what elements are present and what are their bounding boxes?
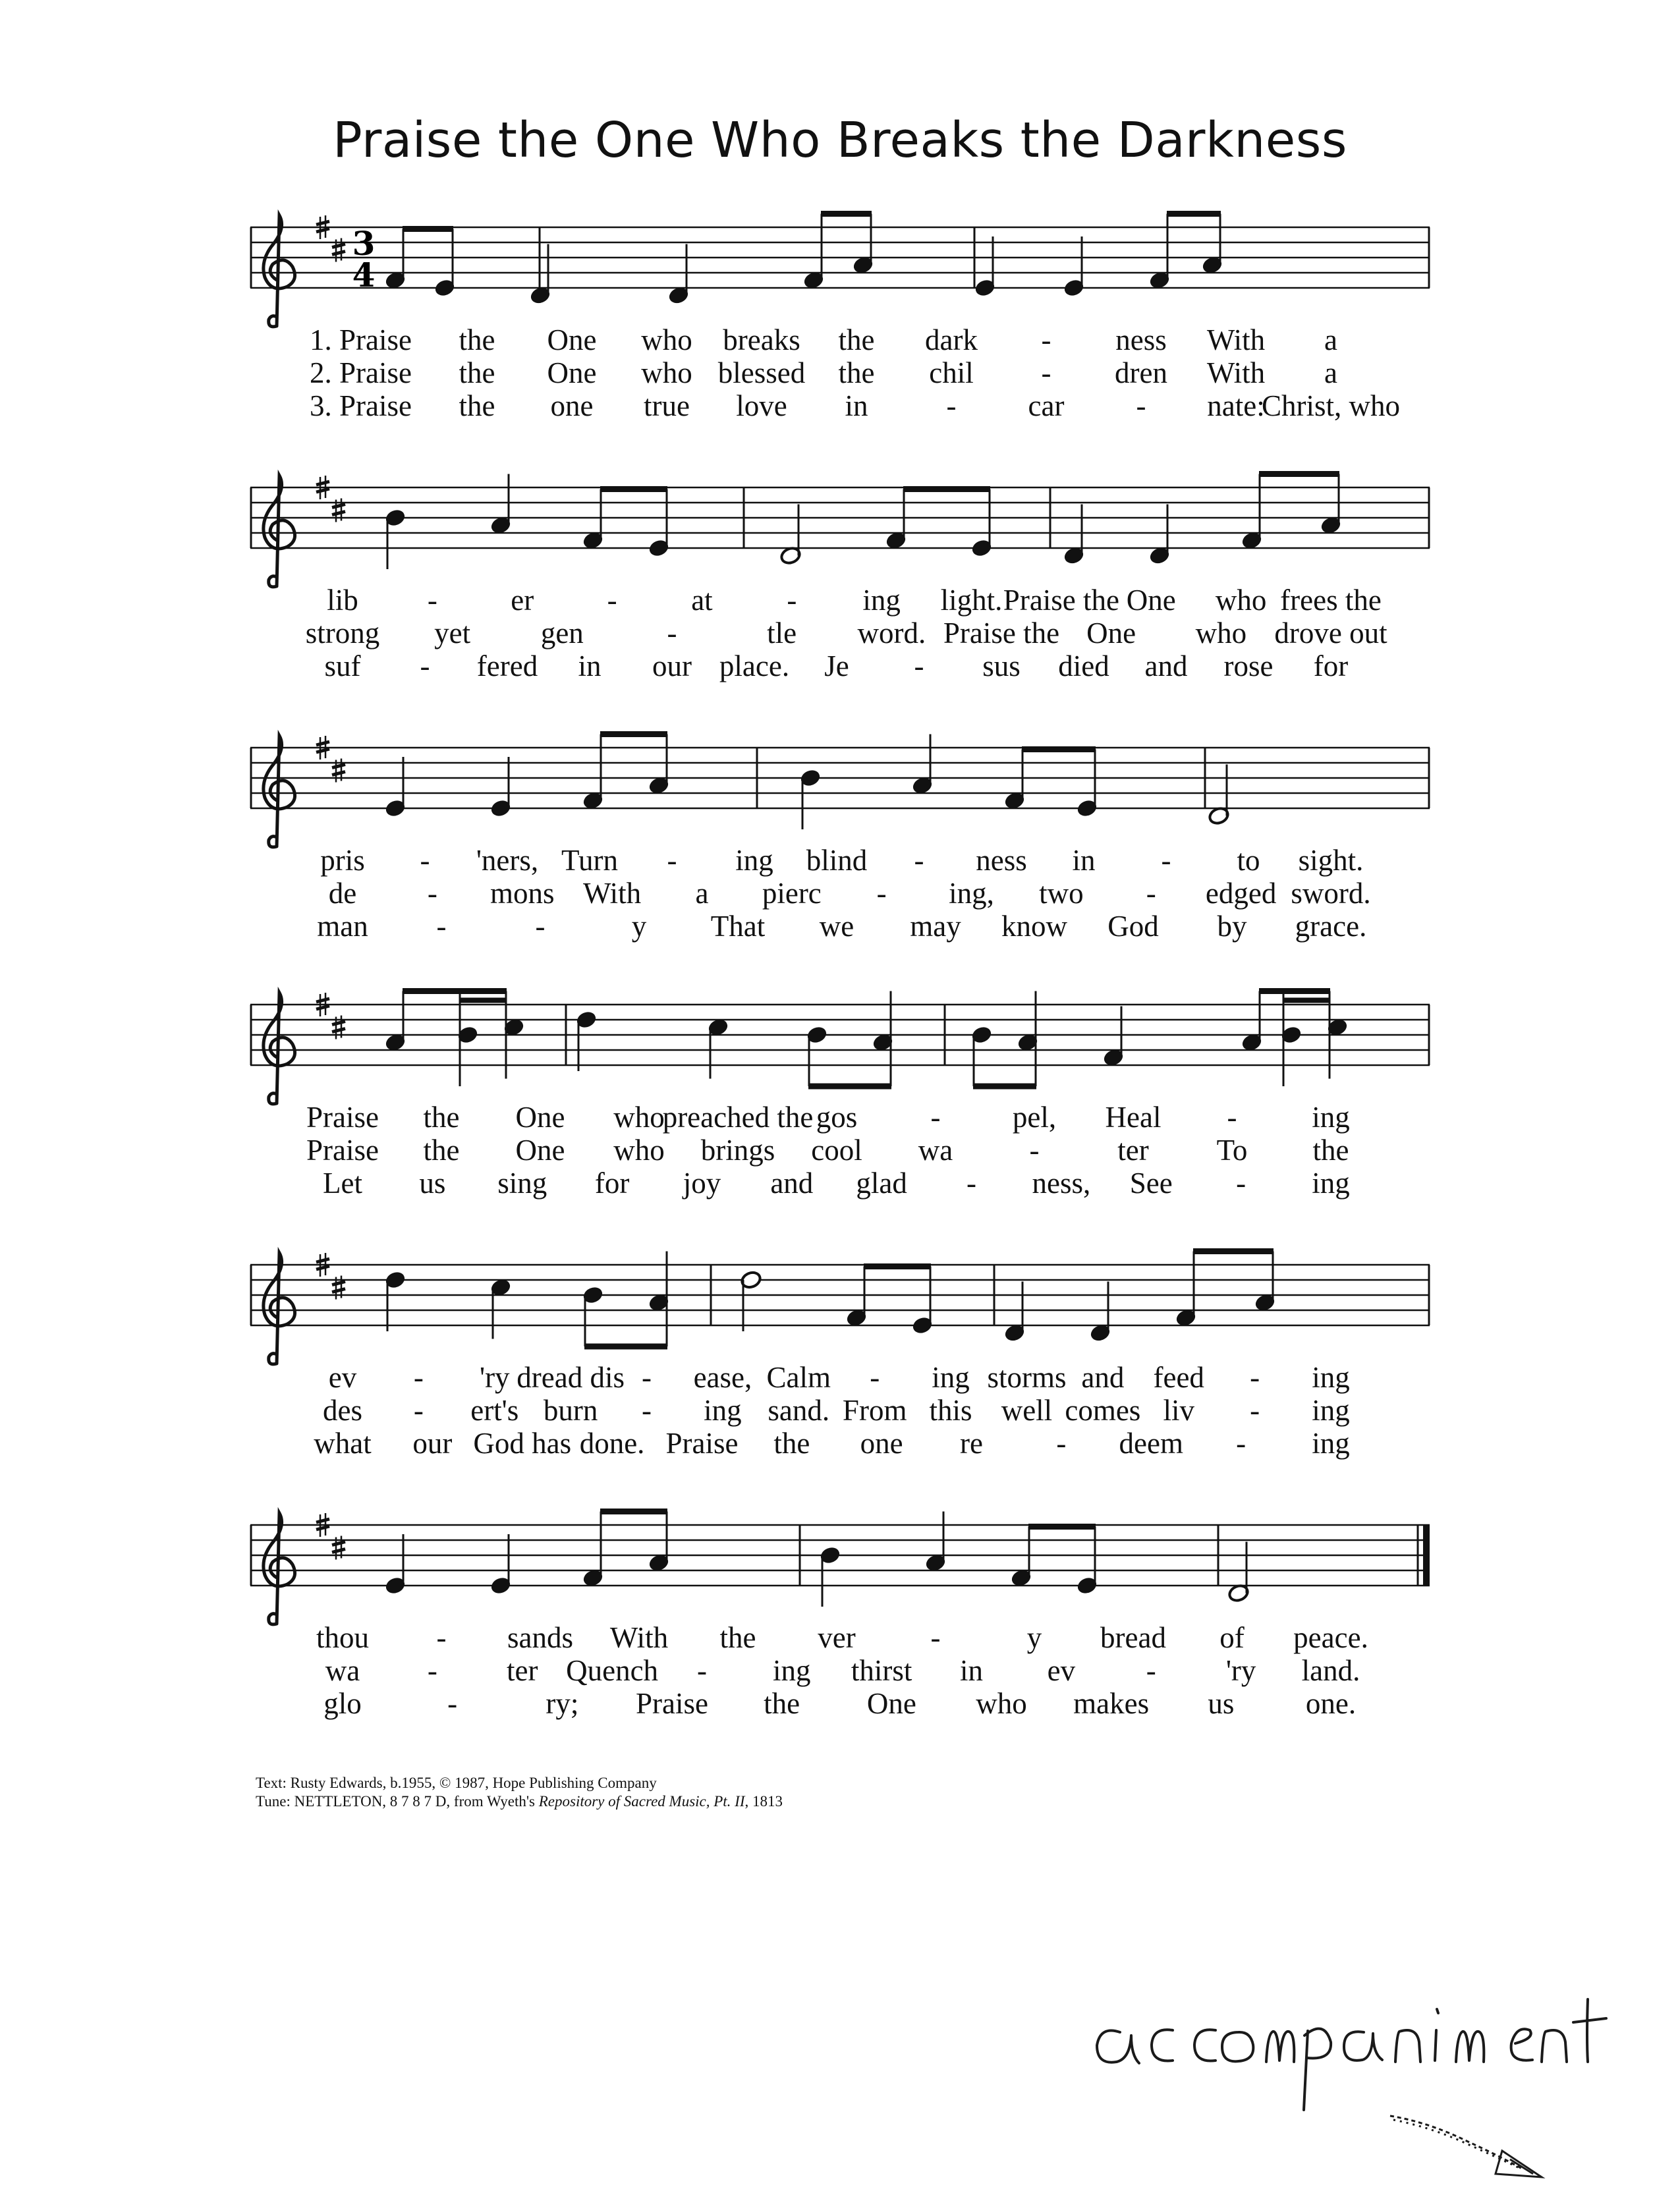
- lyrics-block: [250, 1360, 1430, 1492]
- lyric-syllable: pierc: [762, 877, 822, 910]
- note-f4: [802, 229, 825, 291]
- lyric-syllable: true: [644, 389, 690, 422]
- lyric-syllable: mons: [490, 877, 555, 910]
- lyric-syllable: fered: [476, 650, 538, 682]
- lyric-syllable: may: [910, 910, 961, 943]
- lyric-syllable: -: [413, 1361, 424, 1394]
- lyric-syllable: this: [929, 1394, 972, 1427]
- lyric-syllable: -: [966, 1167, 977, 1200]
- lyric-syllable: a: [695, 877, 709, 910]
- lyric-syllable: -: [420, 650, 430, 682]
- lyric-syllable: breaks: [723, 323, 800, 356]
- note-a4: [1320, 474, 1342, 536]
- lyric-syllable: place.: [719, 650, 790, 682]
- lyric-syllable: who: [641, 356, 692, 389]
- lyric-syllable: ing,: [949, 877, 994, 910]
- lyric-syllable: drove out: [1274, 617, 1387, 650]
- tune-credit-prefix: Tune: NETTLETON, 8 7 8 7 D, from Wyeth's: [256, 1793, 539, 1810]
- note-b4: [582, 1285, 604, 1346]
- lyric-syllable: grace.: [1295, 910, 1367, 943]
- lyrics-block: [250, 323, 1430, 455]
- lyric-syllable: wa: [325, 1654, 360, 1687]
- lyric-syllable: gen: [540, 617, 584, 650]
- note-d4: [1063, 505, 1085, 566]
- lyric-syllable: -: [914, 650, 924, 682]
- lyric-syllable: pel,: [1012, 1101, 1057, 1134]
- lyric-syllable: the: [838, 323, 875, 356]
- lyric-syllable: de: [328, 877, 357, 910]
- lyric-syllable: word.: [857, 617, 926, 650]
- lyric-syllable: sand.: [768, 1394, 830, 1427]
- lyric-syllable: lib: [327, 584, 358, 617]
- lyric-syllable: -: [607, 584, 617, 617]
- note-e4: [911, 1274, 934, 1335]
- note-d4: [1148, 505, 1171, 566]
- lyric-syllable: the: [719, 1621, 756, 1654]
- note-a4: [490, 474, 512, 536]
- lyric-syllable: our: [652, 650, 692, 682]
- lyric-syllable: -: [870, 1361, 880, 1394]
- lyric-syllable: ing: [1312, 1101, 1350, 1134]
- lyric-syllable: -: [696, 1654, 707, 1687]
- lyric-syllable: -: [1029, 1134, 1040, 1167]
- lyric-syllable: One: [515, 1134, 565, 1167]
- treble-clef: [264, 993, 295, 1104]
- lyric-syllable: tle: [767, 617, 797, 650]
- lyric-syllable: -: [413, 1394, 424, 1427]
- note-f4: [384, 229, 406, 291]
- lyrics-block: [250, 1620, 1430, 1752]
- lyric-syllable: the: [838, 356, 875, 389]
- treble-clef: [264, 736, 295, 847]
- note-d5: [740, 1270, 762, 1331]
- note-f4: [1175, 1267, 1197, 1328]
- lyric-syllable: bread: [1100, 1621, 1166, 1654]
- lyric-syllable: who: [613, 1101, 665, 1134]
- lyric-syllable: at: [691, 584, 713, 617]
- lyric-syllable: frees the: [1280, 584, 1382, 617]
- lyric-syllable: and: [1144, 650, 1188, 682]
- lyric-syllable: ver: [818, 1621, 856, 1654]
- lyric-syllable: Turn: [561, 844, 618, 877]
- lyric-syllable: glad: [856, 1167, 907, 1200]
- note-e4: [974, 236, 996, 298]
- lyric-syllable: ing: [1312, 1361, 1350, 1394]
- lyric-syllable: glo: [323, 1687, 362, 1720]
- lyric-syllable: we: [819, 910, 854, 943]
- lyric-syllable: one: [860, 1427, 903, 1460]
- lyric-syllable: Praise the: [943, 617, 1060, 650]
- note-f4: [845, 1267, 868, 1328]
- lyric-syllable: God has: [473, 1427, 572, 1460]
- lyric-syllable: in: [960, 1654, 984, 1687]
- lyric-syllable: -: [1146, 877, 1156, 910]
- lyric-syllable: -: [1146, 1654, 1156, 1687]
- note-e4: [384, 757, 406, 818]
- note-f4: [1010, 1527, 1032, 1588]
- lyric-syllable: With: [1206, 356, 1266, 389]
- note-f4: [1003, 750, 1026, 811]
- lyric-syllable: ing: [862, 584, 901, 617]
- lyric-syllable: -: [1250, 1361, 1260, 1394]
- lyric-syllable: dark: [925, 323, 978, 356]
- lyric-syllable: -: [1136, 389, 1146, 422]
- note-f4: [1241, 489, 1263, 551]
- lyric-syllable: -: [1161, 844, 1171, 877]
- lyric-syllable: sight.: [1298, 844, 1364, 877]
- lyric-syllable: -: [447, 1687, 458, 1720]
- lyric-syllable: sword.: [1291, 877, 1371, 910]
- lyric-syllable: Praise the: [1003, 584, 1120, 617]
- lyric-syllable: One: [1086, 617, 1136, 650]
- lyric-syllable: 2. Praise: [310, 356, 412, 389]
- lyric-syllable: Christ, who: [1261, 389, 1401, 422]
- lyric-syllable: 3. Praise: [310, 389, 412, 422]
- note-d4: [667, 244, 690, 306]
- lyric-syllable: sing: [497, 1167, 547, 1200]
- lyric-syllable: in: [845, 389, 868, 422]
- lyric-syllable: With: [1206, 323, 1266, 356]
- note-d4: [1208, 765, 1230, 826]
- lyric-syllable: suf: [324, 650, 361, 682]
- lyric-syllable: makes: [1073, 1687, 1150, 1720]
- lyric-syllable: -: [642, 1361, 652, 1394]
- lyric-syllable: us: [1208, 1687, 1235, 1720]
- lyric-syllable: re: [960, 1427, 984, 1460]
- lyrics-block: [250, 843, 1430, 975]
- lyric-syllable: the: [773, 1427, 810, 1460]
- lyric-syllable: -: [930, 1621, 941, 1654]
- note-d4: [1003, 1282, 1026, 1343]
- note-d4: [779, 505, 802, 566]
- lyric-syllable: y: [631, 910, 647, 943]
- note-e4: [490, 757, 512, 818]
- note-e4: [970, 497, 993, 558]
- lyric-syllable: 1. Praise: [310, 323, 412, 356]
- time-sig-top: 3: [352, 224, 376, 263]
- lyric-syllable: for: [594, 1167, 630, 1200]
- lyric-syllable: yet: [434, 617, 471, 650]
- lyric-syllable: -: [420, 844, 430, 877]
- lyric-syllable: for: [1313, 650, 1349, 682]
- lyric-syllable: blind: [806, 844, 868, 877]
- lyric-syllable: done.: [579, 1427, 645, 1460]
- lyric-syllable: our: [412, 1427, 453, 1460]
- treble-clef: [264, 476, 295, 587]
- lyric-syllable: what: [314, 1427, 372, 1460]
- lyrics-block: [250, 583, 1430, 715]
- lyric-syllable: land.: [1301, 1654, 1360, 1687]
- lyric-syllable: 'ry: [1225, 1654, 1256, 1687]
- note-f4: [582, 1527, 604, 1588]
- lyric-syllable: ing: [1312, 1394, 1350, 1427]
- lyric-syllable: man: [317, 910, 368, 943]
- time-signature: [352, 224, 376, 294]
- lyric-syllable: us: [419, 1167, 446, 1200]
- lyric-syllable: -: [1041, 356, 1051, 389]
- lyric-syllable: burn: [543, 1394, 598, 1427]
- lyric-syllable: -: [1236, 1427, 1246, 1460]
- note-a4: [384, 991, 406, 1053]
- lyric-syllable: preached the: [662, 1101, 814, 1134]
- lyric-syllable: ness: [1115, 323, 1167, 356]
- lyric-syllable: 'ners,: [476, 844, 539, 877]
- lyric-syllable: -: [1227, 1101, 1237, 1134]
- note-a4: [1241, 991, 1263, 1053]
- lyric-syllable: to: [1237, 844, 1260, 877]
- note-f4: [582, 750, 604, 811]
- lyric-syllable: by: [1217, 910, 1247, 943]
- hymn-title: Praise the One Who Breaks the Darkness: [333, 112, 1347, 169]
- lyric-syllable: -: [1250, 1394, 1260, 1427]
- lyric-syllable: dread dis: [517, 1361, 625, 1394]
- lyric-syllable: er: [511, 584, 534, 617]
- lyric-syllable: rose: [1223, 650, 1274, 682]
- lyric-syllable: Je: [824, 650, 849, 682]
- lyric-syllable: strong: [305, 617, 380, 650]
- lyric-syllable: 'ry: [479, 1361, 510, 1394]
- lyric-syllable: a: [1324, 323, 1337, 356]
- lyric-syllable: edged: [1205, 877, 1277, 910]
- lyric-syllable: thou: [316, 1621, 370, 1654]
- lyric-syllable: See: [1129, 1167, 1173, 1200]
- lyric-syllable: sands: [507, 1621, 573, 1654]
- lyric-syllable: -: [930, 1101, 941, 1134]
- treble-clef: [264, 1253, 295, 1364]
- note-b4: [384, 508, 406, 569]
- lyric-syllable: ing: [773, 1654, 811, 1687]
- lyric-syllable: blessed: [717, 356, 806, 389]
- lyric-syllable: cool: [811, 1134, 862, 1167]
- lyric-syllable: -: [876, 877, 887, 910]
- lyric-syllable: died: [1058, 650, 1109, 682]
- lyric-syllable: -: [642, 1394, 652, 1427]
- note-e4: [648, 497, 670, 558]
- note-e4: [1063, 236, 1085, 298]
- lyric-syllable: Quench: [566, 1654, 659, 1687]
- lyric-syllable: With: [582, 877, 642, 910]
- text-credit: Text: Rusty Edwards, b.1955, © 1987, Hope Publishing Company: [256, 1775, 657, 1791]
- lyric-syllable: -: [1236, 1167, 1246, 1200]
- lyric-syllable: of: [1219, 1621, 1245, 1654]
- lyric-syllable: and: [770, 1167, 814, 1200]
- lyric-syllable: -: [427, 584, 437, 617]
- lyric-syllable: Calm: [766, 1361, 831, 1394]
- note-b4: [970, 1025, 993, 1086]
- lyric-syllable: the: [459, 323, 495, 356]
- lyric-syllable: ing: [735, 844, 773, 877]
- lyric-syllable: ev: [1047, 1654, 1076, 1687]
- lyric-syllable: Let: [323, 1167, 362, 1200]
- lyric-syllable: ter: [506, 1654, 538, 1687]
- lyric-syllable: y: [1026, 1621, 1042, 1654]
- lyric-syllable: Heal: [1105, 1101, 1162, 1134]
- lyric-syllable: the: [764, 1687, 800, 1720]
- lyric-syllable: the: [459, 356, 495, 389]
- lyric-syllable: ness: [976, 844, 1027, 877]
- note-e4: [1076, 1534, 1098, 1595]
- lyric-syllable: -: [427, 1654, 437, 1687]
- lyric-syllable: sus: [982, 650, 1021, 682]
- lyric-syllable: -: [914, 844, 924, 877]
- lyric-syllable: the: [423, 1134, 460, 1167]
- lyric-syllable: -: [1056, 1427, 1067, 1460]
- lyric-syllable: nate:: [1207, 389, 1265, 422]
- lyric-syllable: light.: [940, 584, 1003, 617]
- note-a4: [911, 734, 934, 796]
- treble-clef: [264, 215, 295, 327]
- note-b4: [799, 768, 822, 829]
- note-b4: [819, 1545, 841, 1607]
- note-c5: [707, 1018, 729, 1079]
- lyric-syllable: One: [1126, 584, 1176, 617]
- lyric-syllable: ert's: [470, 1394, 519, 1427]
- lyric-syllable: -: [535, 910, 546, 943]
- note-a4: [1254, 1252, 1276, 1313]
- lyric-syllable: ing: [932, 1361, 970, 1394]
- lyric-syllable: car: [1028, 389, 1065, 422]
- lyric-syllable: in: [578, 650, 602, 682]
- tune-credit: [256, 1792, 1178, 1811]
- lyric-syllable: Praise: [636, 1687, 708, 1720]
- lyric-syllable: One: [547, 323, 597, 356]
- lyric-syllable: thirst: [851, 1654, 912, 1687]
- lyric-syllable: -: [436, 910, 447, 943]
- note-e4: [1076, 757, 1098, 818]
- lyric-syllable: ry;: [546, 1687, 579, 1720]
- note-c5: [490, 1278, 512, 1339]
- note-e4: [434, 236, 456, 298]
- note-b4: [806, 1025, 828, 1086]
- lyric-syllable: a: [1324, 356, 1337, 389]
- lyric-syllable: ing: [1312, 1167, 1350, 1200]
- lyric-syllable: -: [667, 617, 677, 650]
- lyric-syllable: One: [866, 1687, 916, 1720]
- lyric-syllable: who: [976, 1687, 1027, 1720]
- note-d5: [575, 1010, 598, 1071]
- lyric-syllable: dren: [1115, 356, 1167, 389]
- tune-credit-source: Repository of Sacred Music, Pt. II: [538, 1793, 745, 1810]
- note-a4: [924, 1512, 947, 1573]
- note-e4: [490, 1534, 512, 1595]
- note-f4: [1148, 229, 1171, 291]
- lyric-syllable: two: [1039, 877, 1084, 910]
- lyric-syllable: the: [459, 389, 495, 422]
- time-sig-bottom: 4: [352, 256, 376, 294]
- lyric-syllable: who: [1215, 584, 1267, 617]
- note-a4: [852, 214, 874, 275]
- lyric-syllable: -: [427, 877, 437, 910]
- lyric-syllable: in: [1072, 844, 1096, 877]
- lyric-syllable: One: [547, 356, 597, 389]
- note-f4: [885, 489, 907, 551]
- credits: [256, 1774, 1178, 1811]
- lyric-syllable: wa: [918, 1134, 953, 1167]
- handwritten-accompaniment-note: [1080, 1970, 1627, 2187]
- lyric-syllable: liv: [1163, 1394, 1194, 1427]
- lyric-syllable: brings: [700, 1134, 775, 1167]
- lyric-syllable: God: [1107, 910, 1159, 943]
- lyric-syllable: ing: [1312, 1427, 1350, 1460]
- note-e4: [384, 1534, 406, 1595]
- note-d5: [384, 1270, 406, 1331]
- lyric-syllable: one: [550, 389, 594, 422]
- note-f4: [1102, 1007, 1125, 1068]
- lyric-syllable: joy: [683, 1167, 721, 1200]
- lyric-syllable: -: [787, 584, 797, 617]
- tune-credit-suffix: , 1813: [744, 1793, 783, 1810]
- lyric-syllable: who: [1195, 617, 1247, 650]
- lyric-syllable: To: [1216, 1134, 1248, 1167]
- lyrics-block: [250, 1100, 1430, 1232]
- note-a4: [648, 734, 670, 796]
- lyric-syllable: -: [436, 1621, 447, 1654]
- lyric-syllable: ev: [328, 1361, 357, 1394]
- lyric-syllable: Praise: [306, 1101, 379, 1134]
- lyric-syllable: That: [710, 910, 766, 943]
- note-d4: [1089, 1282, 1111, 1343]
- lyric-syllable: who: [613, 1134, 665, 1167]
- lyric-syllable: Praise: [665, 1427, 739, 1460]
- lyric-syllable: Praise: [306, 1134, 379, 1167]
- lyric-syllable: With: [609, 1621, 669, 1654]
- lyric-syllable: -: [667, 844, 677, 877]
- note-a4: [648, 1512, 670, 1573]
- lyric-syllable: From: [842, 1394, 907, 1427]
- lyric-syllable: gos: [816, 1101, 858, 1134]
- lyric-syllable: storms: [987, 1361, 1067, 1394]
- lyric-syllable: One: [515, 1101, 565, 1134]
- note-f4: [582, 489, 604, 551]
- lyric-syllable: comes: [1065, 1394, 1141, 1427]
- lyric-syllable: one.: [1305, 1687, 1357, 1720]
- lyric-syllable: the: [1312, 1134, 1349, 1167]
- note-a4: [1201, 214, 1223, 275]
- lyric-syllable: deem: [1119, 1427, 1183, 1460]
- lyric-syllable: and: [1081, 1361, 1125, 1394]
- lyric-syllable: -: [1041, 323, 1051, 356]
- lyric-syllable: the: [423, 1101, 460, 1134]
- lyric-syllable: who: [641, 323, 692, 356]
- note-d4: [1227, 1542, 1250, 1603]
- lyric-syllable: ter: [1117, 1134, 1149, 1167]
- lyric-syllable: feed: [1153, 1361, 1204, 1394]
- lyric-syllable: well: [1001, 1394, 1053, 1427]
- lyric-syllable: peace.: [1293, 1621, 1368, 1654]
- lyric-syllable: chil: [929, 356, 974, 389]
- lyric-syllable: ease,: [693, 1361, 752, 1394]
- lyric-syllable: -: [946, 389, 957, 422]
- lyric-syllable: pris: [320, 844, 365, 877]
- lyric-syllable: know: [1001, 910, 1067, 943]
- lyric-syllable: ing: [704, 1394, 742, 1427]
- lyric-syllable: des: [323, 1394, 362, 1427]
- treble-clef: [264, 1513, 295, 1624]
- lyric-syllable: ness,: [1032, 1167, 1091, 1200]
- lyric-syllable: love: [736, 389, 787, 422]
- final-barline-thick: [1423, 1525, 1430, 1586]
